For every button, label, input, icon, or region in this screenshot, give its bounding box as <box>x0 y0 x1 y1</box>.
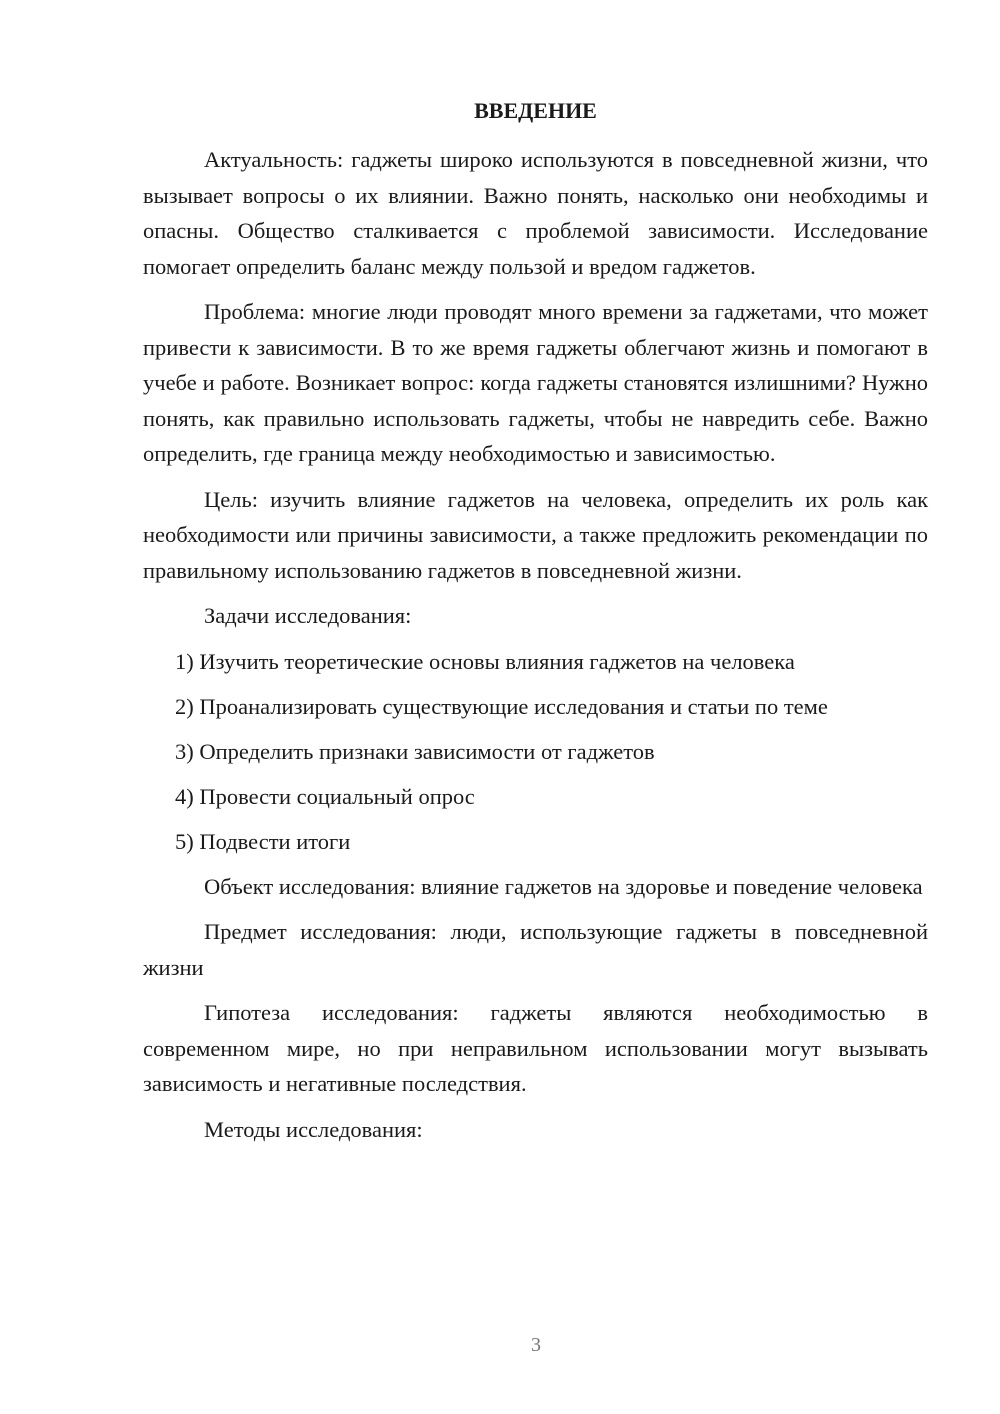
task-list-item: 2) Проанализировать существующие исследования и статьи по теме <box>175 693 828 719</box>
paragraph-goal: Цель: изучить влияние гаджетов на человека, определить их роль как необходимости или причины зависимости, а также предложить рекомендации по правильному использованию гаджетов в повседневной жизни. <box>143 486 928 583</box>
task-list-item: 5) Подвести итоги <box>175 828 351 854</box>
task-list-item: 3) Определить признаки зависимости от гаджетов <box>175 738 655 764</box>
paragraph-relevance: Актуальность: гаджеты широко используются в повседневной жизни, что вызывает вопросы о их влиянии. Важно понять, насколько они необходимы и опасны. Общество сталкивается с проблемой зависимости. Исследование помогает определить баланс между пользой и вредом гаджетов. <box>143 147 928 279</box>
task-list-item: 4) Провести социальный опрос <box>175 783 475 809</box>
task-list-item: 1) Изучить теоретические основы влияния гаджетов на человека <box>175 648 795 674</box>
page-number: 3 <box>531 1334 541 1356</box>
paragraph-object: Объект исследования: влияние гаджетов на здоровье и поведение человека <box>204 873 923 899</box>
paragraph-tasks-heading: Задачи исследования: <box>204 603 412 628</box>
paragraph-problem: Проблема: многие люди проводят много времени за гаджетами, что может привести к зависимости. В то же время гаджеты облегчают жизнь и помогают в учебе и работе. Возникает вопрос: когда гаджеты становятся излишними? Нужно понять, как правильно использовать гаджеты, чтобы не навредить себе. Важно определить, где граница между необходимостью и зависимостью. <box>143 299 928 466</box>
section-heading: ВВЕДЕНИЕ <box>474 98 597 123</box>
paragraph-methods: Методы исследования: <box>204 1116 423 1142</box>
paragraph-subject: Предмет исследования: люди, использующие гаджеты в повседневной жизни <box>143 919 928 980</box>
document-body <box>143 142 928 1157</box>
paragraph-hypothesis: Гипотеза исследования: гаджеты являются необходимостью в современном мире, но при неправильном использовании могут вызывать зависимость и негативные последствия. <box>143 1000 928 1096</box>
